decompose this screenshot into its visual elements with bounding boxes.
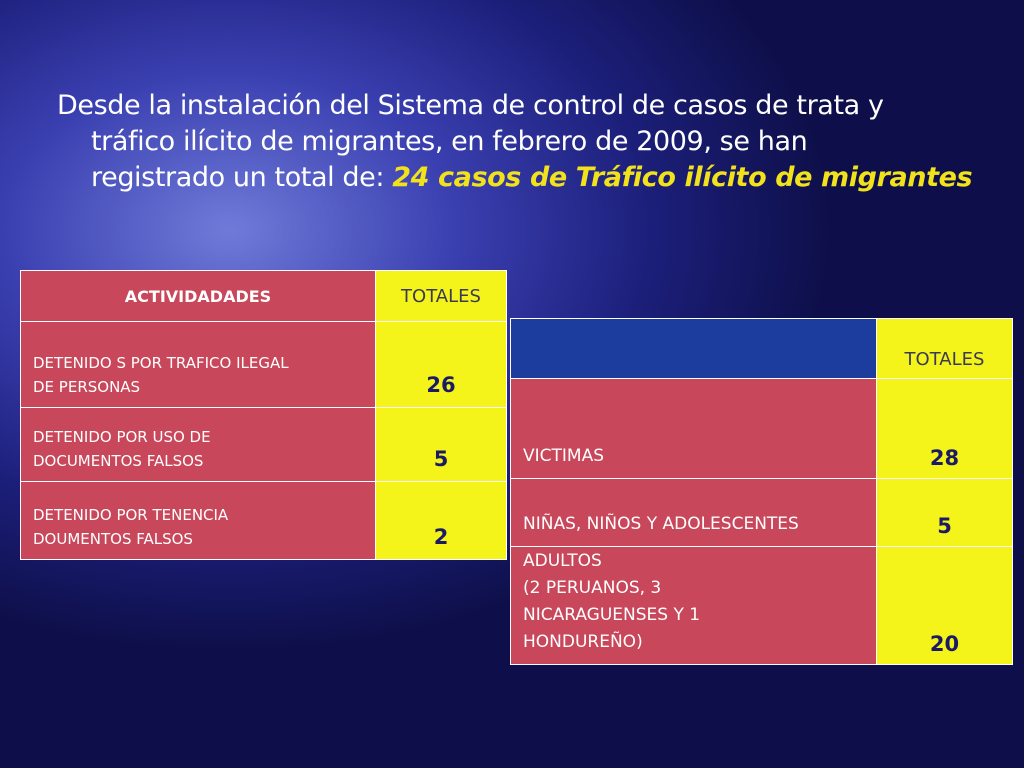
- intro-paragraph: [57, 88, 997, 196]
- row-label-line: DOCUMENTOS FALSOS: [33, 452, 204, 470]
- table-row: [21, 322, 507, 408]
- row-label: [511, 479, 877, 547]
- row-label: [21, 322, 376, 408]
- row-label-line: DETENIDO POR USO DE: [33, 428, 211, 446]
- row-value: 20: [877, 547, 1013, 665]
- row-label-line: DOUMENTOS FALSOS: [33, 530, 193, 548]
- table-header-row: [21, 271, 507, 322]
- row-label: [511, 547, 877, 665]
- table-header-row: [511, 319, 1013, 379]
- row-label: [21, 482, 376, 560]
- row-label-line: DETENIDO S POR TRAFICO ILEGAL: [33, 354, 289, 372]
- row-label-line: (2 PERUANOS, 3: [523, 578, 662, 598]
- intro-line-1: Desde la instalación del Sistema de control de casos de trata y: [57, 90, 884, 121]
- header-totales: TOTALES: [877, 319, 1013, 379]
- table-row: [21, 482, 507, 560]
- intro-line-2: tráfico ilícito de migrantes, en febrero de 2009, se han: [91, 126, 808, 157]
- row-value: 26: [376, 322, 507, 408]
- header-actividades: ACTIVIDADADES: [21, 271, 376, 322]
- header-blank: [511, 319, 877, 379]
- totales-table: [510, 318, 1013, 665]
- row-label-line: DETENIDO POR TENENCIA: [33, 506, 229, 524]
- intro-line-3: [57, 160, 997, 196]
- row-value: 2: [376, 482, 507, 560]
- header-totales: TOTALES: [376, 271, 507, 322]
- actividades-table: [20, 270, 507, 560]
- row-value: 5: [376, 408, 507, 482]
- row-label-line: HONDUREÑO): [523, 632, 643, 652]
- intro-line-3-prefix: registrado un total de:: [91, 162, 393, 193]
- table-row: [21, 408, 507, 482]
- row-label-line: ADULTOS: [523, 551, 602, 571]
- row-label: [511, 379, 877, 479]
- row-label-line: NICARAGUENSES Y 1: [523, 605, 701, 625]
- row-label-line: NIÑAS, NIÑOS Y ADOLESCENTES: [523, 514, 799, 534]
- table-row: [511, 379, 1013, 479]
- row-value: 5: [877, 479, 1013, 547]
- row-value: 28: [877, 379, 1013, 479]
- row-label-line: VICTIMAS: [523, 446, 604, 466]
- table-row: [511, 479, 1013, 547]
- row-label-line: DE PERSONAS: [33, 378, 141, 396]
- table-row: [511, 547, 1013, 665]
- intro-highlight: 24 casos de Tráfico ilícito de migrantes: [392, 162, 973, 193]
- row-label: [21, 408, 376, 482]
